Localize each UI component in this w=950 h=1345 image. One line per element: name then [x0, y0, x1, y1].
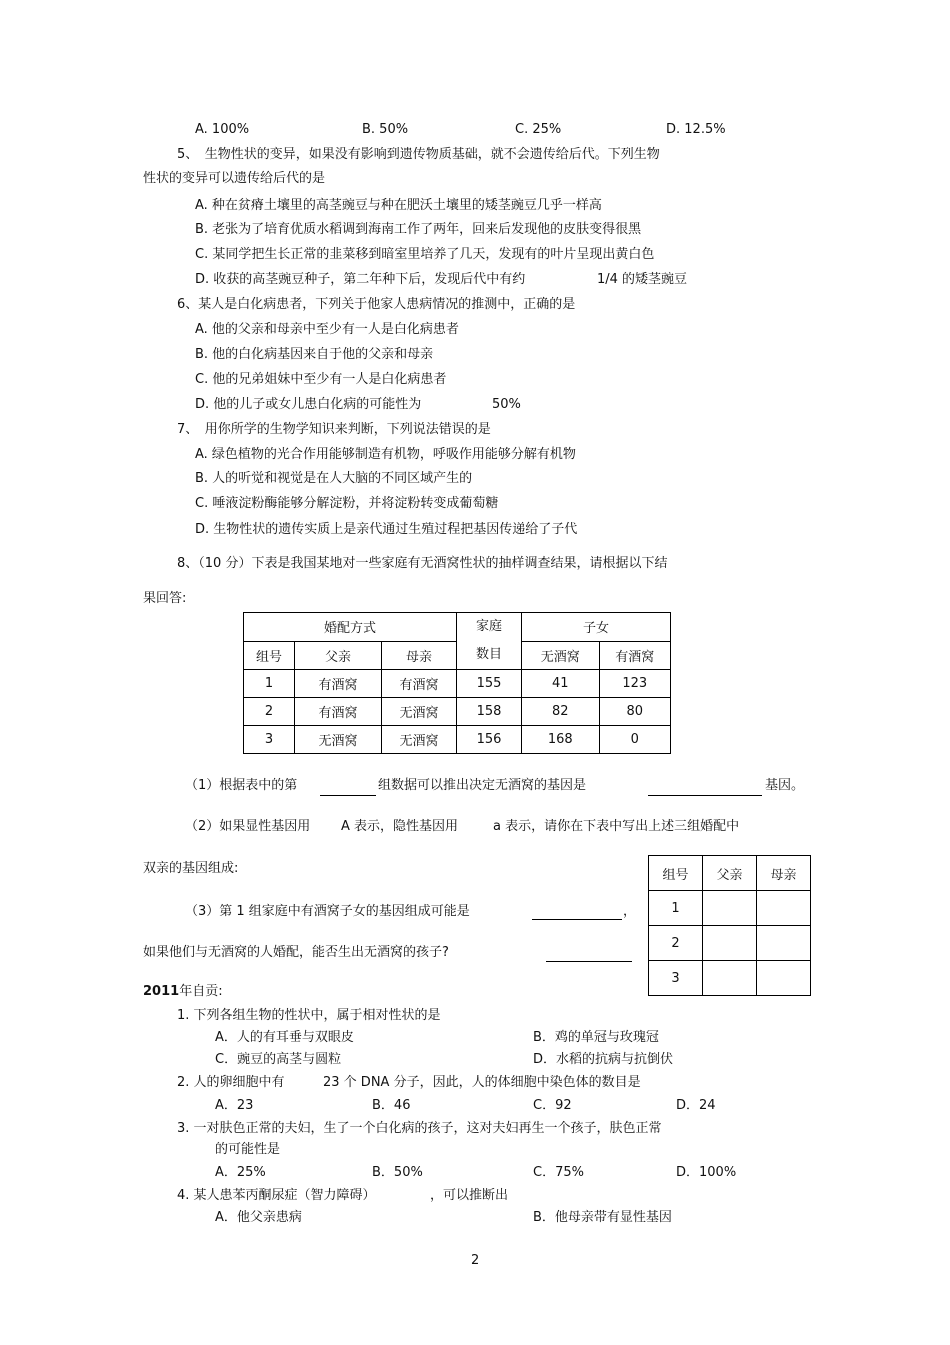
y2011-q3-stem: 3. 一对肤色正常的夫妇，生了一个白化病的孩子，这对夫妇再生一个孩子，肤色正常 [177, 1121, 662, 1136]
section-year: 2011 [143, 984, 180, 999]
header-children: 子女 [522, 613, 671, 642]
table-cell: 80 [599, 698, 670, 726]
table-cell: 82 [522, 698, 600, 726]
q5-option-b: B. 老张为了培育优质水稻调到海南工作了两年，回来后发现他的皮肤变得很黑 [195, 222, 642, 237]
table-cell: 158 [457, 698, 522, 726]
section-2011-title [143, 983, 223, 1001]
q7-option-c: C. 唾液淀粉酶能够分解淀粉，并将淀粉转变成葡萄糖 [195, 496, 499, 511]
y2011-q1-option-b: B．鸡的单冠与玫瑰冠 [533, 1030, 659, 1045]
table-row [244, 726, 671, 754]
y2011-q3-option-c: C．75% [533, 1165, 584, 1180]
q6-option-d: D. 他的儿子或女儿患白化病的可能性为 [195, 397, 422, 412]
table-row [649, 891, 811, 926]
table-cell: 3 [244, 726, 295, 754]
q5-option-a: A. 种在贫瘠土壤里的高茎豌豆与种在肥沃土壤里的矮茎豌豆几乎一样高 [195, 198, 602, 213]
q7-stem: 7、 用你所学的生物学知识来判断，下列说法错误的是 [177, 422, 491, 437]
geno-header-group: 组号 [649, 856, 703, 891]
geno-father-cell[interactable] [703, 961, 757, 996]
table-cell: 168 [522, 726, 600, 754]
answer-blank-genotype[interactable] [532, 918, 622, 920]
y2011-q3-stem-line2: 的可能性是 [215, 1142, 281, 1157]
q8-sub3-part2: 如果他们与无酒窝的人婚配，能否生出无酒窝的孩子? [143, 945, 449, 960]
q6-option-d-tail: 50% [492, 397, 521, 412]
q5-option-c: C. 某同学把生长正常的韭菜移到暗室里培养了几天，发现有的叶片呈现出黄白色 [195, 247, 655, 262]
q5-option-d: D. 收获的高茎豌豆种子，第二年种下后，发现后代中有约 [195, 272, 526, 287]
q8-sub1-part3: 基因。 [765, 778, 805, 793]
table-cell: 无酒窝 [382, 698, 457, 726]
q6-option-a: A. 他的父亲和母亲中至少有一人是白化病患者 [195, 322, 459, 337]
q6-stem: 6、某人是白化病患者，下列关于他家人患病情况的推测中，正确的是 [177, 297, 576, 312]
geno-header-mother: 母亲 [757, 856, 811, 891]
table-cell: 41 [522, 670, 600, 698]
q8-stem-line1: 8、（10 分）下表是我国某地对一些家庭有无酒窝性状的抽样调查结果，请根据以下结 [177, 556, 668, 571]
table-row [649, 961, 811, 996]
header-marriage: 婚配方式 [244, 613, 457, 642]
header-family-1: 家庭 [475, 619, 502, 634]
q4-option-d: D. 12.5% [666, 122, 726, 137]
q8-stem-line2: 果回答: [143, 591, 187, 606]
table-cell: 有酒窝 [295, 670, 382, 698]
y2011-q4-stem: 4. 某人患苯丙酮尿症（智力障碍） [177, 1188, 376, 1203]
survey-table [243, 612, 671, 754]
table-row [244, 698, 671, 726]
header-group: 组号 [244, 641, 295, 670]
q7-option-d: D. 生物性状的遗传实质上是亲代通过生殖过程把基因传递给了子代 [195, 522, 578, 537]
q8-sub2-part4: 双亲的基因组成: [143, 861, 239, 876]
q8-sub2-part2: A 表示，隐性基因用 [341, 819, 459, 834]
geno-mother-cell[interactable] [757, 926, 811, 961]
header-family-count [457, 613, 522, 670]
y2011-q1-option-a: A．人的有耳垂与双眼皮 [215, 1030, 354, 1045]
table-cell: 无酒窝 [295, 726, 382, 754]
q7-option-b: B. 人的听觉和视觉是在人大脑的不同区域产生的 [195, 471, 473, 486]
q8-sub1-part1: （1）根据表中的第 [185, 778, 298, 793]
q4-option-b: B. 50% [362, 122, 409, 137]
q4-option-a: A. 100% [195, 122, 250, 137]
table-cell: 有酒窝 [295, 698, 382, 726]
q7-option-a: A. 绿色植物的光合作用能够制造有机物，呼吸作用能够分解有机物 [195, 447, 576, 462]
y2011-q2-option-c: C．92 [533, 1098, 572, 1113]
q8-sub2-part3: a 表示，请你在下表中写出上述三组婚配中 [493, 819, 740, 834]
table-cell: 有酒窝 [382, 670, 457, 698]
y2011-q4-stem-tail: ，可以推断出 [430, 1188, 509, 1203]
header-family-2: 数目 [475, 647, 502, 662]
geno-header-father: 父亲 [703, 856, 757, 891]
q5-option-d-tail: 1/4 的矮茎豌豆 [597, 272, 688, 287]
y2011-q3-option-b: B．50% [372, 1165, 423, 1180]
y2011-q2-option-a: A．23 [215, 1098, 254, 1113]
y2011-q2-stem-tail: 23 个 DNA 分子，因此，人的体细胞中染色体的数目是 [323, 1075, 641, 1090]
genotype-table [648, 855, 811, 996]
geno-father-cell[interactable] [703, 891, 757, 926]
q5-stem-line1: 5、 生物性状的变异，如果没有影响到遗传物质基础，就不会遗传给后代。下列生物 [177, 147, 660, 162]
table-row [649, 926, 811, 961]
table-cell: 155 [457, 670, 522, 698]
q8-sub3-comma: ， [623, 904, 637, 919]
y2011-q2-option-d: D．24 [676, 1098, 716, 1113]
table-cell: 156 [457, 726, 522, 754]
answer-blank-possibility[interactable] [546, 960, 632, 962]
y2011-q3-option-d: D．100% [676, 1165, 737, 1180]
geno-group-number: 3 [649, 961, 703, 996]
q5-stem-line2: 性状的变异可以遗传给后代的是 [143, 171, 326, 186]
table-cell: 123 [599, 670, 670, 698]
q8-sub2-part1: （2）如果显性基因用 [185, 819, 311, 834]
geno-mother-cell[interactable] [757, 961, 811, 996]
q6-option-b: B. 他的白化病基因来自于他的父亲和母亲 [195, 347, 434, 362]
header-no-dimple: 无酒窝 [522, 641, 600, 670]
header-father: 父亲 [295, 641, 382, 670]
y2011-q3-option-a: A．25% [215, 1165, 266, 1180]
q6-option-c: C. 他的兄弟姐妹中至少有一人是白化病患者 [195, 372, 447, 387]
geno-group-number: 2 [649, 926, 703, 961]
table-cell: 无酒窝 [382, 726, 457, 754]
table-row [244, 670, 671, 698]
section-suffix: 年自贡: [179, 984, 223, 999]
header-mother: 母亲 [382, 641, 457, 670]
geno-father-cell[interactable] [703, 926, 757, 961]
table-cell: 2 [244, 698, 295, 726]
q8-sub3-part1: （3）第 1 组家庭中有酒窝子女的基因组成可能是 [185, 904, 470, 919]
geno-mother-cell[interactable] [757, 891, 811, 926]
q4-option-c: C. 25% [515, 122, 562, 137]
table-cell: 0 [599, 726, 670, 754]
y2011-q2-option-b: B．46 [372, 1098, 411, 1113]
answer-blank-group[interactable] [320, 794, 376, 796]
y2011-q4-option-b: B．他母亲带有显性基因 [533, 1210, 672, 1225]
y2011-q1-option-d: D．水稻的抗病与抗倒伏 [533, 1052, 674, 1067]
y2011-q2-stem: 2. 人的卵细胞中有 [177, 1075, 285, 1090]
page-number: 2 [471, 1253, 480, 1268]
q8-sub1-part2: 组数据可以推出决定无酒窝的基因是 [378, 778, 587, 793]
header-dimple: 有酒窝 [599, 641, 670, 670]
y2011-q4-option-a: A．他父亲患病 [215, 1210, 302, 1225]
y2011-q1-option-c: C．豌豆的高茎与圆粒 [215, 1052, 342, 1067]
table-cell: 1 [244, 670, 295, 698]
answer-blank-gene[interactable] [648, 794, 762, 796]
geno-group-number: 1 [649, 891, 703, 926]
y2011-q1-stem: 1. 下列各组生物的性状中，属于相对性状的是 [177, 1008, 441, 1023]
